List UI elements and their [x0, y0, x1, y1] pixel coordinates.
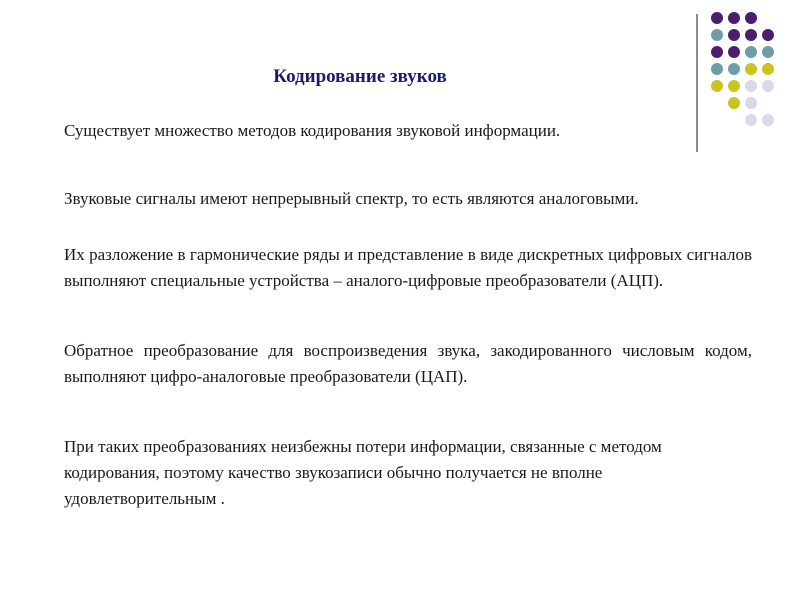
paragraph-methods: Существует множество методов кодирования звуковой информации.	[64, 121, 561, 140]
decorative-dot	[762, 63, 774, 75]
decorative-dot	[728, 46, 740, 58]
vertical-divider-line	[696, 14, 698, 152]
decorative-dot	[745, 29, 757, 41]
decorative-dot	[745, 46, 757, 58]
decorative-dot	[728, 80, 740, 92]
decorative-dot	[711, 63, 723, 75]
paragraph-adc: Их разложение в гармонические ряды и представление в виде дискретных цифровых сигналов выполняют специальные устройства – аналого-цифровые преобразователи (АЦП).	[64, 245, 752, 290]
decorative-dot	[728, 12, 740, 24]
slide-title: Кодирование звуков	[273, 66, 447, 87]
decorative-dot	[745, 97, 757, 109]
decorative-dot	[728, 63, 740, 75]
decorative-dot	[745, 114, 757, 126]
paragraph-information-loss: При таких преобразованиях неизбежны потери информации, связанные с методом кодирования, поэтому качество звукозаписи обычно получается не вполне удовлетворительным .	[64, 437, 662, 508]
decorative-dot	[711, 29, 723, 41]
decorative-dot	[762, 29, 774, 41]
decorative-dot	[728, 29, 740, 41]
decorative-dot	[745, 63, 757, 75]
decorative-dot	[762, 46, 774, 58]
decorative-dot	[762, 80, 774, 92]
decorative-dot	[728, 97, 740, 109]
decorative-dot	[745, 12, 757, 24]
decorative-dot	[745, 80, 757, 92]
paragraph-dac: Обратное преобразование для воспроизведения звука, закодированного числовым кодом, выполняют цифро-аналоговые преобразователи (ЦАП).	[64, 341, 752, 386]
decorative-dot	[762, 114, 774, 126]
paragraph-analog-signals: Звуковые сигналы имеют непрерывный спектр, то есть являются аналоговыми.	[64, 189, 639, 208]
decorative-dot	[711, 12, 723, 24]
decorative-dot	[711, 80, 723, 92]
decorative-dot	[711, 46, 723, 58]
